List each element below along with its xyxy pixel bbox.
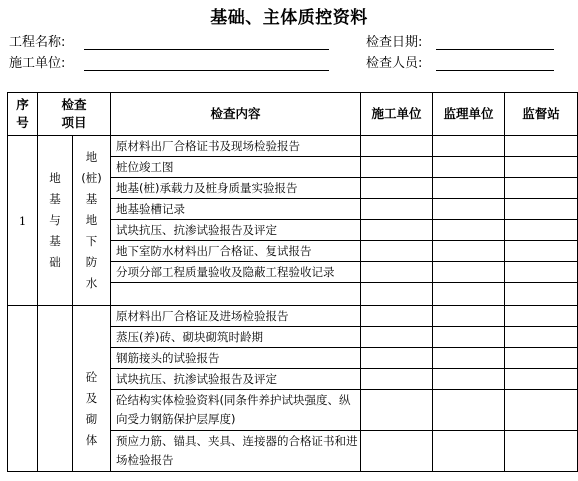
seq-number: 1 <box>8 136 38 306</box>
header-supervision-unit: 监理单位 <box>433 93 505 136</box>
station-check-cell[interactable] <box>505 390 578 431</box>
construction-unit-label: 施工单位: <box>9 56 66 71</box>
station-check-cell[interactable] <box>505 178 578 199</box>
project-name-field[interactable] <box>84 49 329 50</box>
supervision-check-cell[interactable] <box>433 262 505 283</box>
construction-check-cell[interactable] <box>361 178 433 199</box>
station-check-cell[interactable] <box>505 348 578 369</box>
seq-number-blank <box>8 306 38 472</box>
header-supervision-station: 监督站 <box>505 93 578 136</box>
station-check-cell[interactable] <box>505 306 578 327</box>
supervision-check-cell[interactable] <box>433 178 505 199</box>
station-check-cell[interactable] <box>505 283 578 306</box>
check-item: 分项分部工程质量验收及隐蔽工程验收记录 <box>111 262 361 283</box>
inspection-date-field[interactable] <box>436 49 554 50</box>
supervision-check-cell[interactable] <box>433 369 505 390</box>
table-header-row <box>8 93 578 136</box>
inspector-field[interactable] <box>436 70 554 71</box>
supervision-check-cell[interactable] <box>433 431 505 472</box>
station-check-cell[interactable] <box>505 327 578 348</box>
check-item: 钢筋接头的试验报告 <box>111 348 361 369</box>
station-check-cell[interactable] <box>505 262 578 283</box>
document-title: 基础、主体质控资料 <box>210 8 368 28</box>
station-check-cell[interactable] <box>505 369 578 390</box>
header-construction-unit: 施工单位 <box>361 93 433 136</box>
supervision-check-cell[interactable] <box>433 241 505 262</box>
construction-check-cell[interactable] <box>361 306 433 327</box>
station-check-cell[interactable] <box>505 199 578 220</box>
supervision-check-cell[interactable] <box>433 306 505 327</box>
supervision-check-cell[interactable] <box>433 348 505 369</box>
construction-check-cell[interactable] <box>361 348 433 369</box>
sub-category-waterproof: 地 (桩) 基 地 下 防 水 <box>73 136 111 306</box>
construction-check-cell[interactable] <box>361 369 433 390</box>
header-item: 检查 项目 <box>38 93 111 136</box>
project-name-label: 工程名称: <box>9 35 66 50</box>
sub-category-concrete-masonry: 砼 及 砌 体 <box>73 306 111 472</box>
check-item: 桩位竣工图 <box>111 157 361 178</box>
check-item: 试块抗压、抗渗试验报告及评定 <box>111 369 361 390</box>
construction-check-cell[interactable] <box>361 241 433 262</box>
supervision-check-cell[interactable] <box>433 327 505 348</box>
station-check-cell[interactable] <box>505 220 578 241</box>
check-item: 地基(桩)承载力及桩身质量实验报告 <box>111 178 361 199</box>
check-item: 试块抗压、抗渗试验报告及评定 <box>111 220 361 241</box>
header-content: 检查内容 <box>111 93 361 136</box>
construction-check-cell[interactable] <box>361 283 433 306</box>
check-item: 砼结构实体检验资料(同条件养护试块强度、纵向受力钢筋保护层厚度) <box>111 390 361 431</box>
inspection-date-label: 检查日期: <box>366 35 423 50</box>
supervision-check-cell[interactable] <box>433 199 505 220</box>
main-category-blank <box>38 306 73 472</box>
check-item: 原材料出厂合格证书及现场检验报告 <box>111 136 361 157</box>
inspection-table <box>7 92 578 472</box>
supervision-check-cell[interactable] <box>433 390 505 431</box>
main-category-foundation: 地 基 与 基 础 <box>38 136 73 306</box>
construction-check-cell[interactable] <box>361 220 433 241</box>
construction-check-cell[interactable] <box>361 157 433 178</box>
construction-check-cell[interactable] <box>361 199 433 220</box>
supervision-check-cell[interactable] <box>433 283 505 306</box>
station-check-cell[interactable] <box>505 241 578 262</box>
station-check-cell[interactable] <box>505 157 578 178</box>
station-check-cell[interactable] <box>505 136 578 157</box>
construction-check-cell[interactable] <box>361 390 433 431</box>
construction-check-cell[interactable] <box>361 262 433 283</box>
construction-check-cell[interactable] <box>361 327 433 348</box>
table-row <box>8 136 578 157</box>
supervision-check-cell[interactable] <box>433 157 505 178</box>
supervision-check-cell[interactable] <box>433 220 505 241</box>
construction-unit-field[interactable] <box>84 70 329 71</box>
table-row <box>8 306 578 327</box>
check-item-blank <box>111 283 361 306</box>
inspector-label: 检查人员: <box>366 56 423 71</box>
check-item: 地基验槽记录 <box>111 199 361 220</box>
station-check-cell[interactable] <box>505 431 578 472</box>
check-item: 地下室防水材料出厂合格证、复试报告 <box>111 241 361 262</box>
construction-check-cell[interactable] <box>361 431 433 472</box>
check-item: 预应力筋、锚具、夹具、连接器的合格证书和进场检验报告 <box>111 431 361 472</box>
construction-check-cell[interactable] <box>361 136 433 157</box>
header-seq: 序 号 <box>8 93 38 136</box>
supervision-check-cell[interactable] <box>433 136 505 157</box>
check-item: 蒸压(养)砖、砌块砌筑时龄期 <box>111 327 361 348</box>
check-item: 原材料出厂合格证及进场检验报告 <box>111 306 361 327</box>
